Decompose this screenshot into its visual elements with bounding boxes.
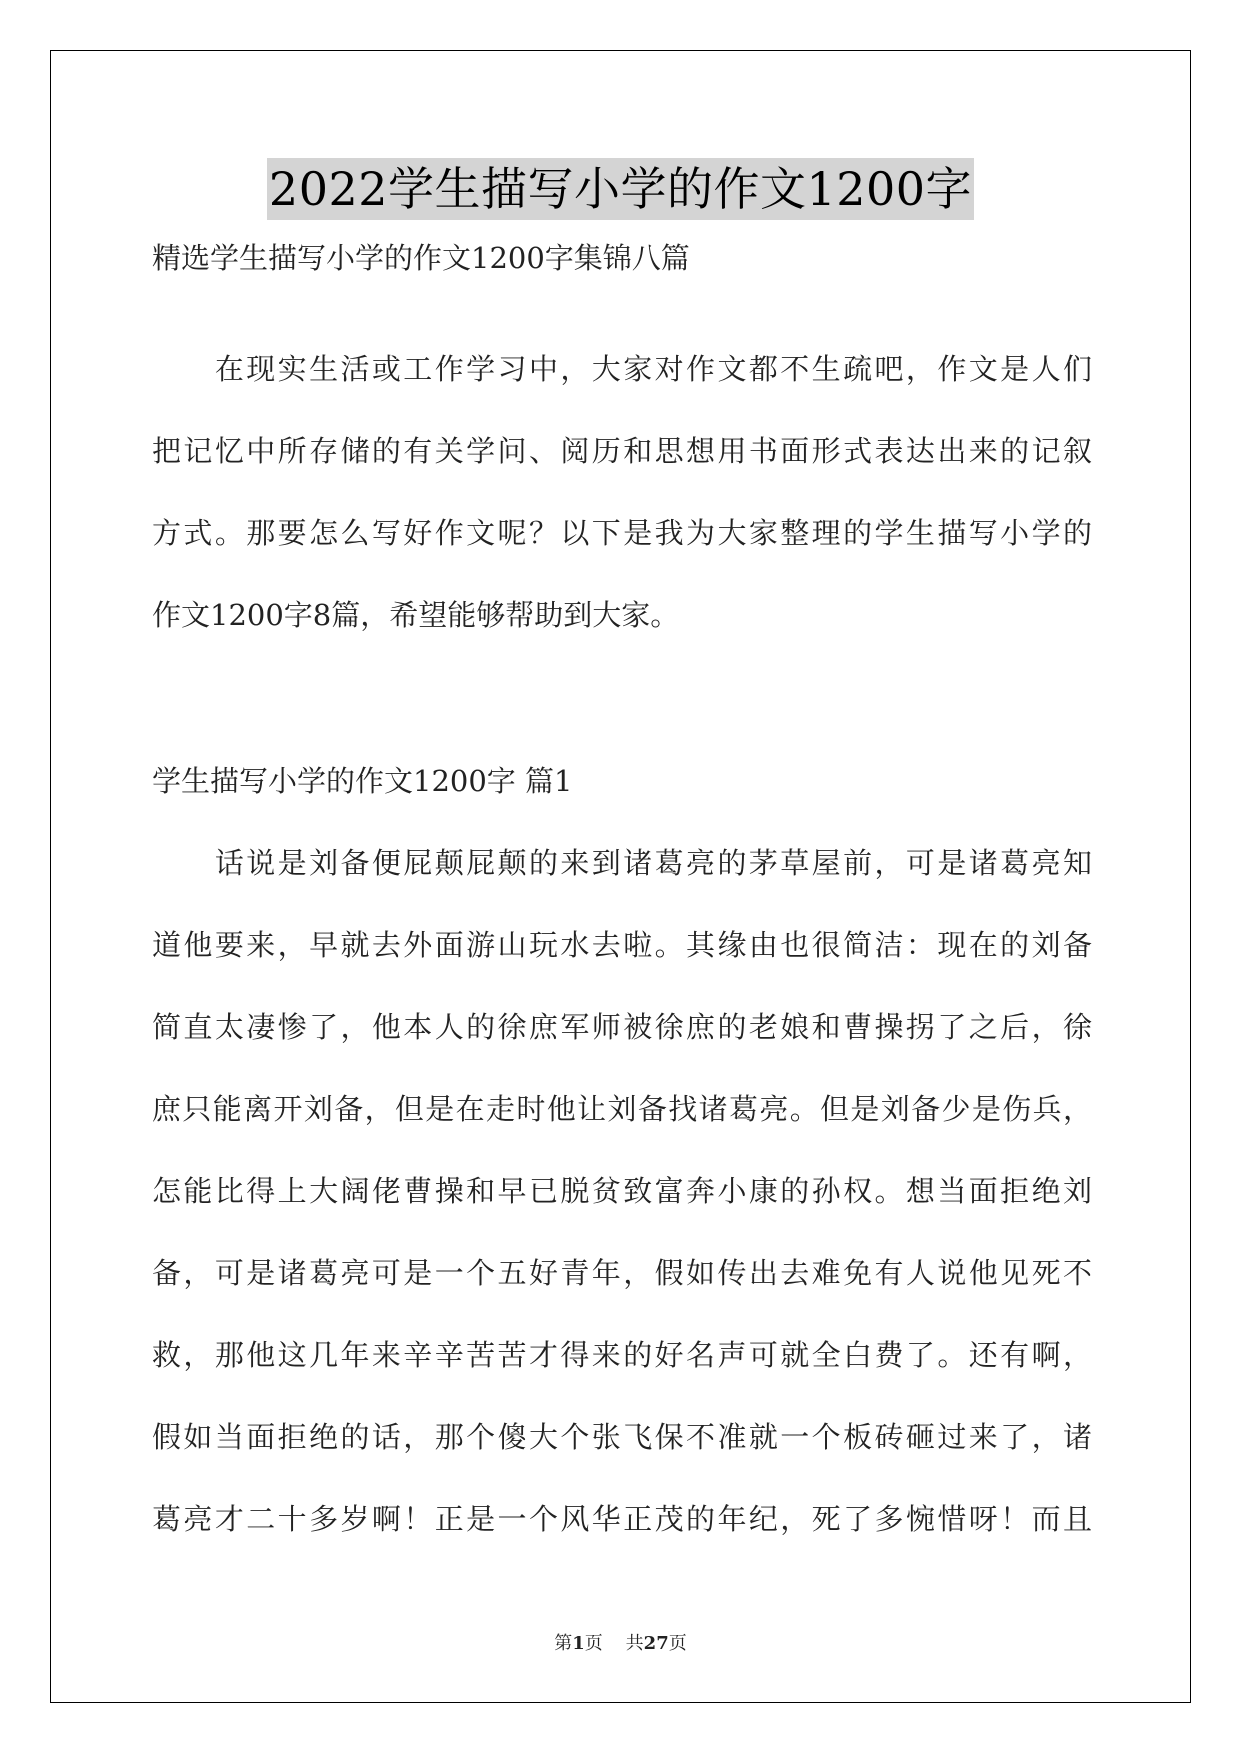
body-line-4: 庶只能离开刘备，但是在走时他让刘备找诸葛亮。但是刘备少是伤兵， bbox=[152, 1092, 1092, 1126]
total-pages: 27 bbox=[643, 1633, 669, 1654]
page-footer bbox=[0, 1629, 1241, 1655]
intro-line-1: 在现实生活或工作学习中，大家对作文都不生疏吧，作文是人们 bbox=[152, 352, 1092, 386]
document-subtitle: 精选学生描写小学的作文1200字集锦八篇 bbox=[152, 241, 690, 275]
body-line-8: 假如当面拒绝的话，那个傻大个张飞保不准就一个板砖砸过来了，诸 bbox=[152, 1420, 1092, 1454]
intro-line-2: 把记忆中所存储的有关学问、阅历和思想用书面形式表达出来的记叙 bbox=[152, 434, 1092, 468]
page-prefix: 第 bbox=[554, 1633, 573, 1654]
total-suffix: 页 bbox=[668, 1633, 687, 1654]
intro-line-4: 作文1200字8篇，希望能够帮助到大家。 bbox=[152, 598, 680, 632]
total-prefix: 共 bbox=[625, 1633, 644, 1654]
body-line-7: 救，那他这几年来辛辛苦苦才得来的好名声可就全白费了。还有啊， bbox=[152, 1338, 1092, 1372]
intro-line-3: 方式。那要怎么写好作文呢？以下是我为大家整理的学生描写小学的 bbox=[152, 516, 1092, 550]
title-wrap bbox=[0, 158, 1241, 220]
body-line-9: 葛亮才二十多岁啊！正是一个风华正茂的年纪，死了多惋惜呀！而且 bbox=[152, 1502, 1092, 1536]
body-line-2: 道他要来，早就去外面游山玩水去啦。其缘由也很简洁：现在的刘备 bbox=[152, 928, 1092, 962]
body-line-3: 简直太凄惨了，他本人的徐庶军师被徐庶的老娘和曹操拐了之后，徐 bbox=[152, 1010, 1092, 1044]
document-title: 2022学生描写小学的作文1200字 bbox=[267, 158, 974, 220]
section-heading: 学生描写小学的作文1200字 篇1 bbox=[152, 764, 573, 798]
page-suffix: 页 bbox=[584, 1633, 603, 1654]
page-number: 1 bbox=[572, 1633, 585, 1654]
body-line-6: 备，可是诸葛亮可是一个五好青年，假如传出去难免有人说他见死不 bbox=[152, 1256, 1092, 1290]
body-line-5: 怎能比得上大阔佬曹操和早已脱贫致富奔小康的孙权。想当面拒绝刘 bbox=[152, 1174, 1092, 1208]
body-line-1: 话说是刘备便屁颠屁颠的来到诸葛亮的茅草屋前，可是诸葛亮知 bbox=[152, 846, 1092, 880]
